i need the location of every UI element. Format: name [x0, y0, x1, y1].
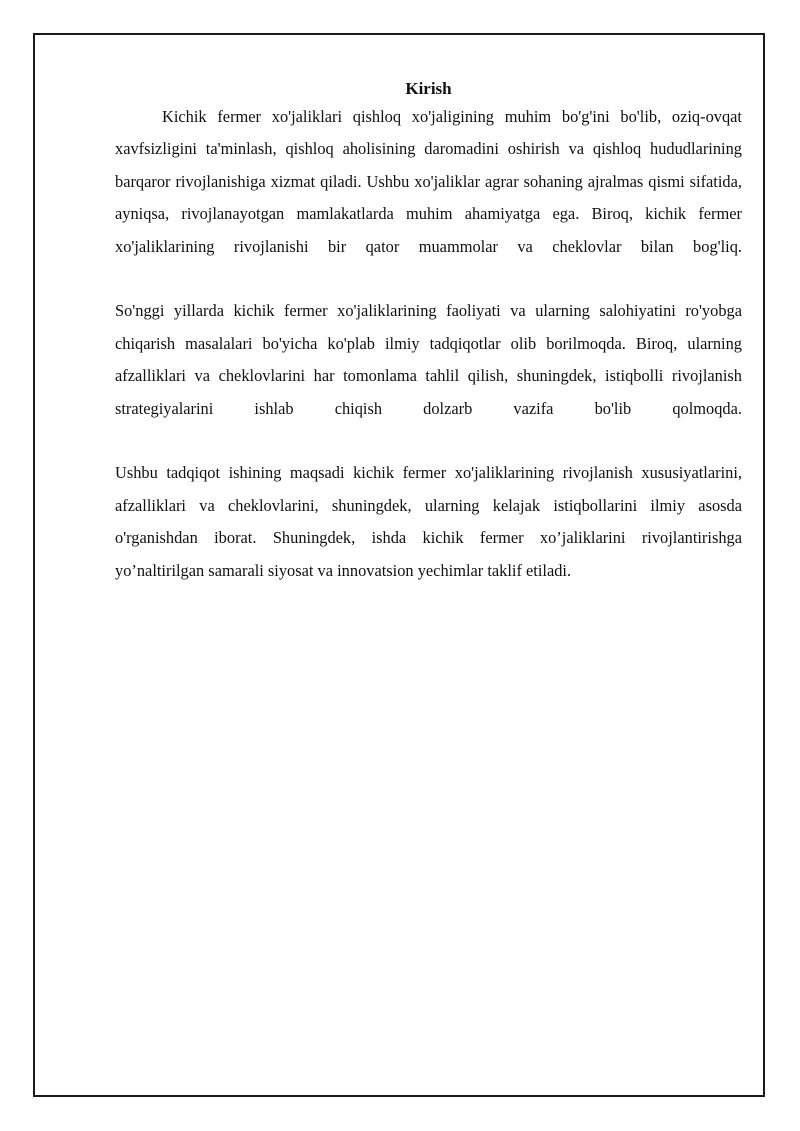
paragraph-1: Kichik fermer xo'jaliklari qishloq xo'jaligining muhim bo'g'ini bo'lib, oziq-ovqat xavfsizligini ta'minlash, qishloq aholisining daromadini oshirish va qishloq hududlarining barqaror rivojlanishiga xizmat qiladi. Ushbu xo'jaliklar agrar sohaning ajralmas qismi sifatida, ayniqsa, rivojlanayotgan mamlakatlarda muhim ahamiyatga ega. Biroq, kichik fermer xo'jaliklarining rivojlanishi bir qator muammolar va cheklovlar bilan bog'liq. — [115, 107, 742, 256]
paragraph-spacer — [115, 263, 742, 295]
paragraph-2: So'nggi yillarda kichik fermer xo'jaliklarining faoliyati va ularning salohiyatini ro'yobga chiqarish masalalari bo'yicha ko'plab ilmiy tadqiqotlar olib borilmoqda. Biroq, ularning afzalliklari va cheklovlarini har tomonlama tahlil qilish, shuningdek, istiqbolli rivojlanish strategiyalarini ishlab chiqish dolzarb vazifa bo'lib qolmoqda. — [115, 301, 742, 418]
document-title: Kirish — [405, 79, 452, 98]
document-body — [115, 77, 742, 587]
paragraph-spacer — [115, 425, 742, 457]
paragraph-3: Ushbu tadqiqot ishining maqsadi kichik fermer xo'jaliklarining rivojlanish xususiyatlarini, afzalliklari va cheklovlarini, shuningdek, ularning kelajak istiqbollarini ilmiy asosda o'rganishdan iborat. Shuningdek, ishda kichik fermer xo’jaliklarini rivojlantirishga yo’naltirilgan samarali siyosat va innovatsion yechimlar taklif etiladi. — [115, 463, 742, 580]
